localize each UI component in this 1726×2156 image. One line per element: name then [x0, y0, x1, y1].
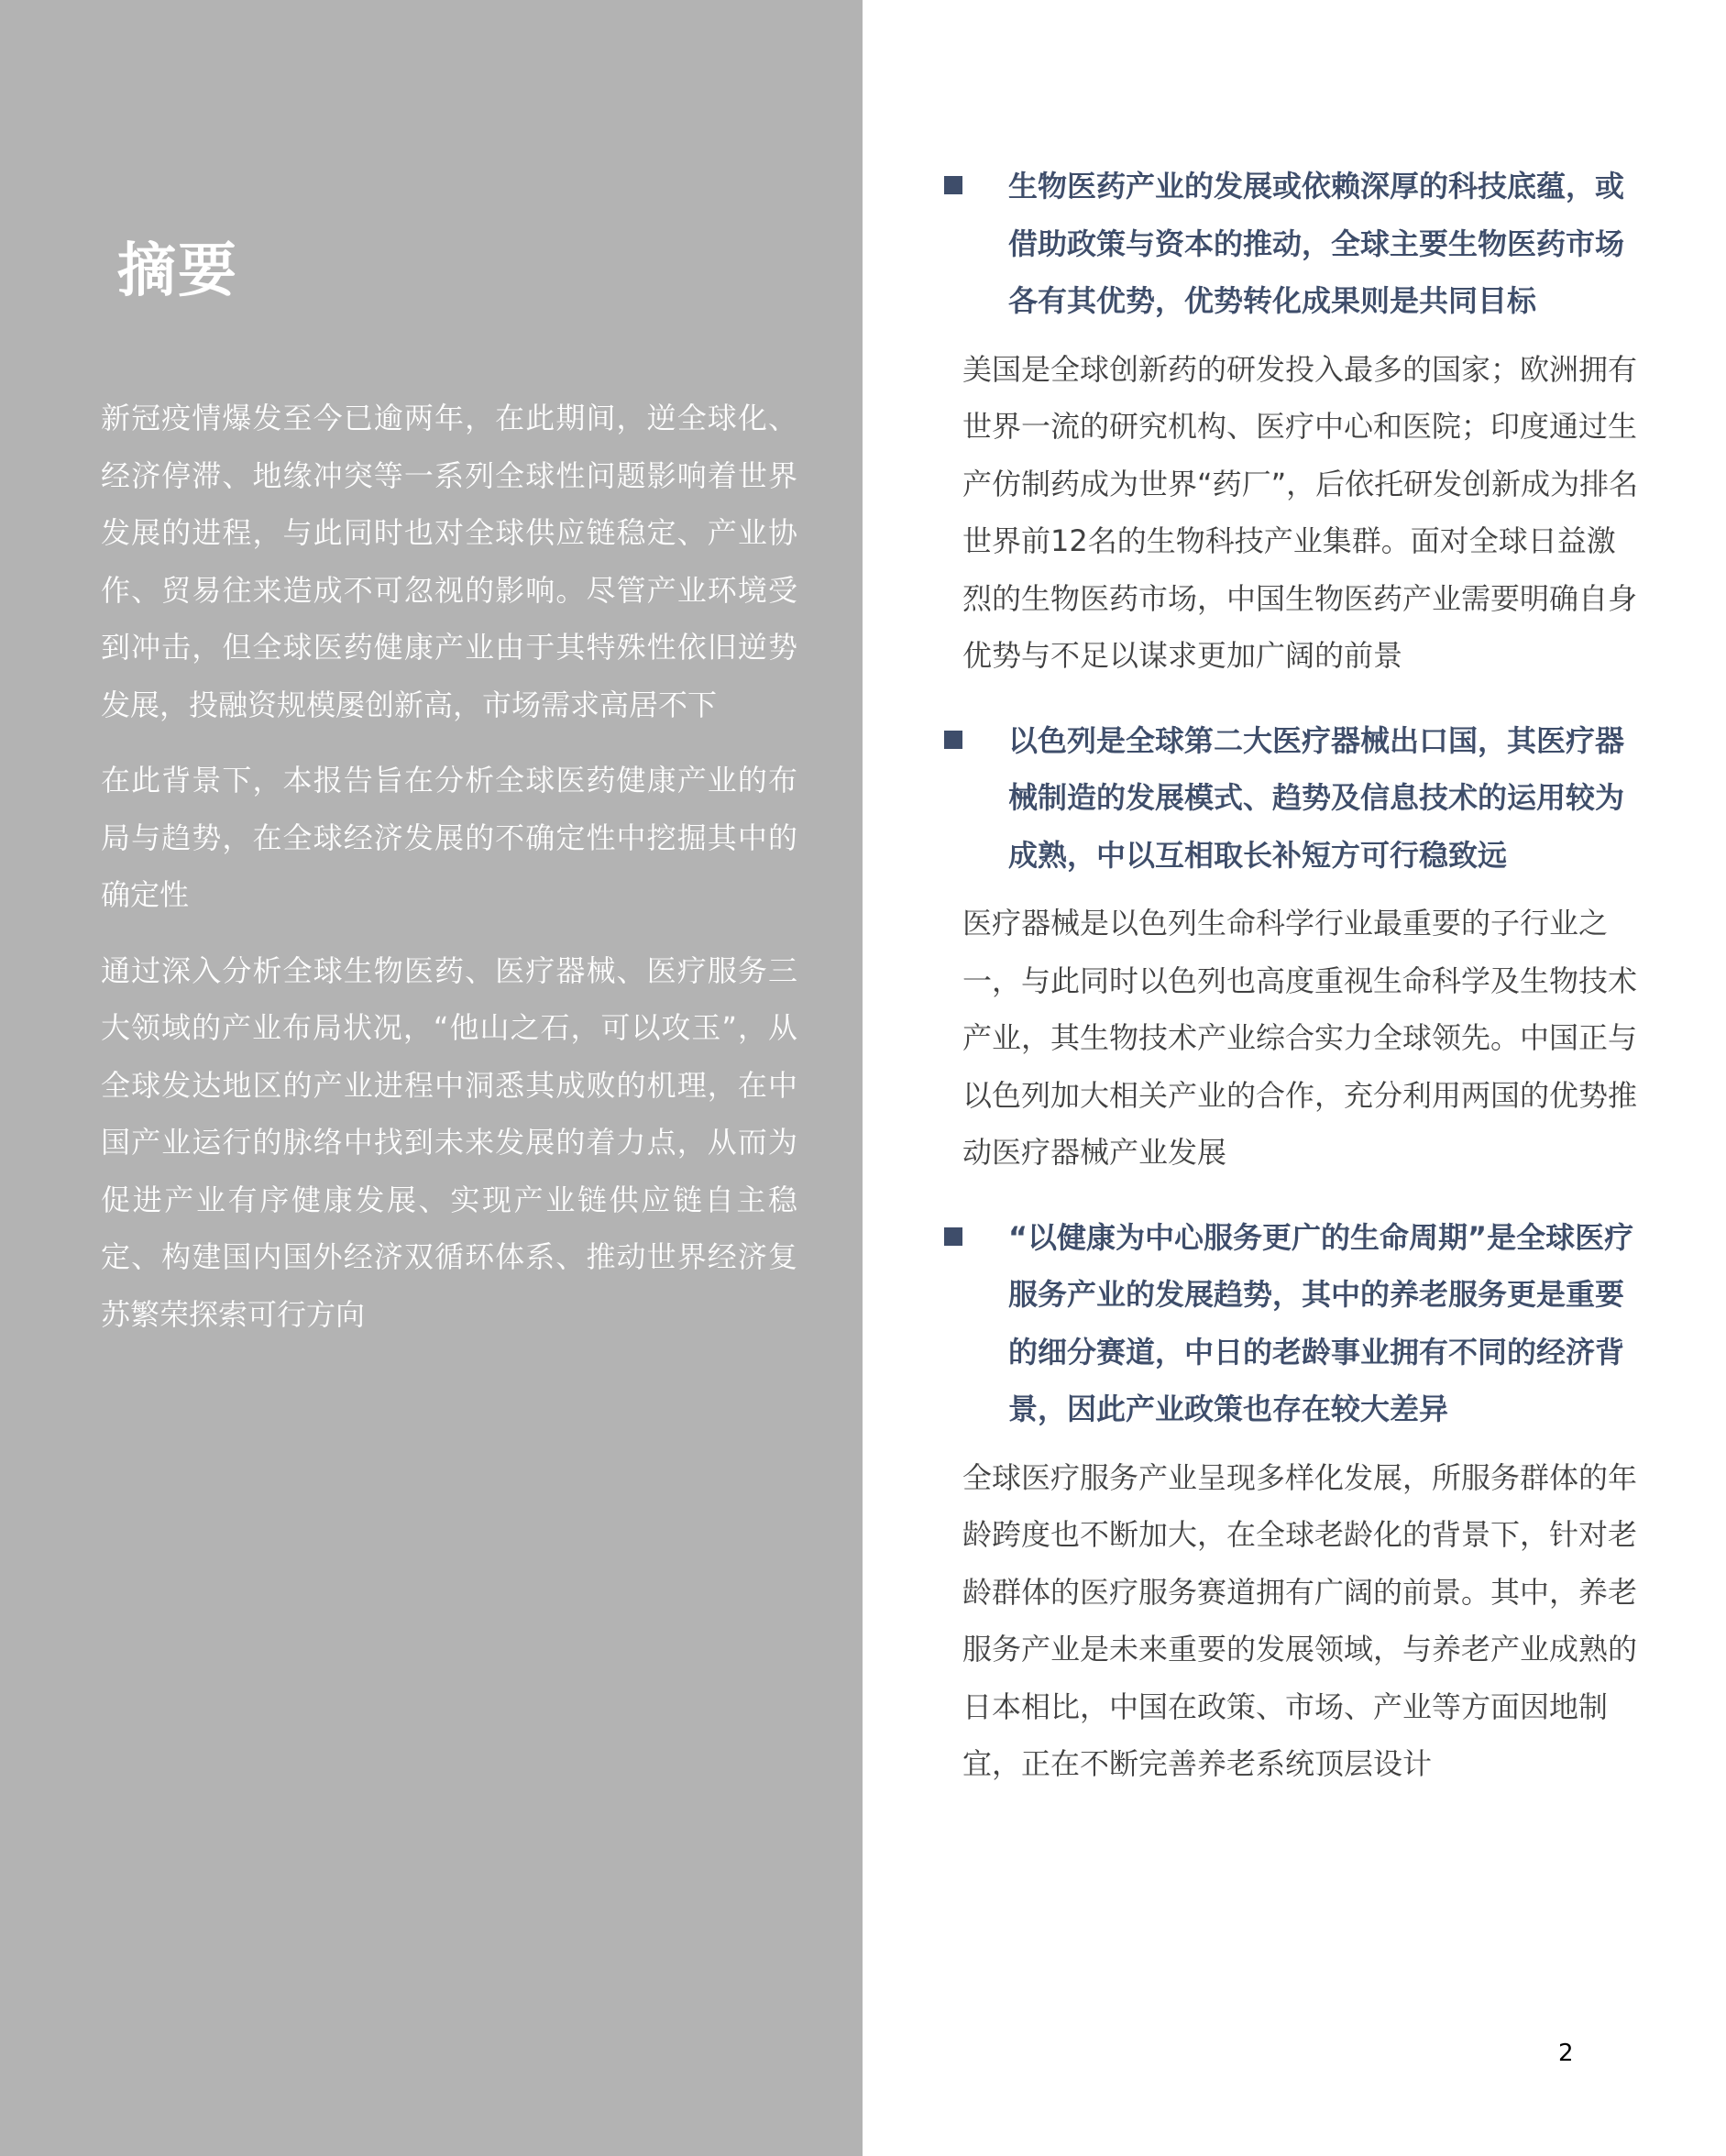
square-bullet-icon [944, 731, 962, 749]
finding-heading-biopharma [944, 158, 1641, 330]
summary-paragraph: 通过深入分析全球生物医药、医疗器械、医疗服务三大领域的产业布局状况，“他山之石，可以攻玉”，从全球发达地区的产业进程中洞悉其成败的机理，在中国产业运行的脉络中找到未来发展的着力点，从而为促进产业有序健康发展、实现产业链供应链自主稳定、构建国内国外经济双循环体系、推动世界经济复苏繁荣探索可行方向 [101, 952, 797, 1332]
finding-body-medical-devices: 医疗器械是以色列生命科学行业最重要的子行业之一，与此同时以色列也高度重视生命科学及生物技术产业，其生物技术产业综合实力全球领先。中国正与以色列加大相关产业的合作，充分利用两国的优势推动医疗器械产业发展 [962, 906, 1638, 1170]
key-findings [944, 158, 1641, 1820]
page-number: 2 [1558, 2040, 1574, 2067]
page-title: 摘要 [117, 237, 238, 305]
square-bullet-icon [944, 1227, 962, 1246]
finding-heading-text: 生物医药产业的发展或依赖深厚的科技底蕴，或借助政策与资本的推动，全球主要生物医药市场各有其优势，优势转化成果则是共同目标 [1008, 169, 1625, 318]
square-bullet-icon [944, 176, 962, 194]
summary-paragraph: 新冠疫情爆发至今已逾两年，在此期间，逆全球化、经济停滞、地缘冲突等一系列全球性问题影响着世界发展的进程，与此同时也对全球供应链稳定、产业协作、贸易往来造成不可忽视的影响。尽管产业环境受到冲击，但全球医药健康产业由于其特殊性依旧逆势发展，投融资规模屡创新高，市场需求高居不下 [101, 401, 797, 722]
finding-body-biopharma: 美国是全球创新药的研发投入最多的国家；欧洲拥有世界一流的研究机构、医疗中心和医院；印度通过生产仿制药成为世界“药厂”，后依托研发创新成为排名世界前12名的生物科技产业集群。面对全球日益激烈的生物医药市场，中国生物医药产业需要明确自身优势与不足以谋求更加广阔的前景 [962, 351, 1639, 673]
finding-heading-medical-services [944, 1209, 1641, 1438]
finding-heading-text: 以色列是全球第二大医疗器械出口国，其医疗器械制造的发展模式、趋势及信息技术的运用较为成熟，中以互相取长补短方可行稳致远 [1008, 722, 1625, 873]
finding-heading-text: “以健康为中心服务更广的生命周期”是全球医疗服务产业的发展趋势，其中的养老服务更是重要的细分赛道，中日的老龄事业拥有不同的经济背景，因此产业政策也存在较大差异 [1008, 1219, 1634, 1426]
finding-heading-medical-devices [944, 712, 1641, 885]
summary-paragraph: 在此背景下，本报告旨在分析全球医药健康产业的布局与趋势，在全球经济发展的不确定性中挖掘其中的确定性 [101, 763, 797, 912]
summary-text [101, 390, 797, 1361]
finding-body-medical-services: 全球医疗服务产业呈现多样化发展，所服务群体的年龄跨度也不断加大，在全球老龄化的背景下，针对老龄群体的医疗服务赛道拥有广阔的前景。其中，养老服务产业是未来重要的发展领域，与养老产业成熟的日本相比，中国在政策、市场、产业等方面因地制宜，正在不断完善养老系统顶层设计 [962, 1459, 1638, 1781]
